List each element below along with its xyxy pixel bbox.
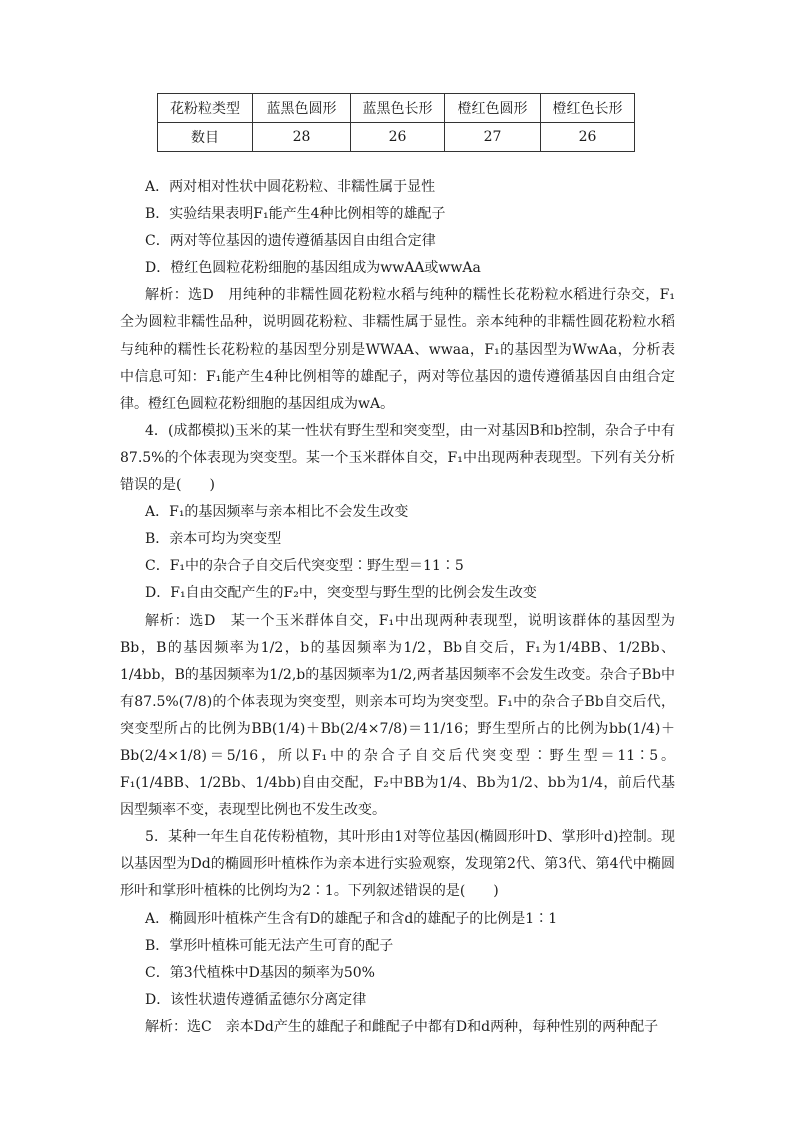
table-cell: 蓝黑色长形 (351, 94, 445, 123)
table-cell: 橙红色长形 (541, 94, 635, 123)
document-body (120, 174, 675, 1041)
table-cell: 26 (351, 123, 445, 152)
table-row (158, 123, 635, 152)
q4-stem: 4．(成都模拟)玉米的某一性状有野生型和突变型，由一对基因B和b控制，杂合子中有87.5%的个体表现为突变型。某一个玉米群体自交，F₁中出现两种表现型。下列有关分析错误的是( ) (120, 422, 675, 494)
q3-option-d: D．橙红色圆粒花粉细胞的基因组成为wwAA或wwAa (145, 260, 481, 277)
q4-option-c: C．F₁中的杂合子自交后代突变型∶野生型＝11∶5 (145, 558, 464, 575)
q3-option-c: C．两对等位基因的遗传遵循基因自由组合定律 (145, 233, 436, 250)
table-cell: 28 (253, 123, 351, 152)
q5-analysis: 解析：选C 亲本Dd产生的雄配子和雌配子中都有D和d两种，每种性别的两种配子 (145, 1018, 659, 1035)
q3-analysis: 解析：选D 用纯种的非糯性圆花粉粒水稻与纯种的糯性长花粉粒水稻进行杂交，F₁全为圆粒非糯性品种，说明圆花粉粒、非糯性属于显性。亲本纯种的非糯性圆花粉粒水稻与纯种的糯性长花粉粒的基因型分别是WWAA、wwaa，F₁的基因型为WwAa，分析表中信息可知：F₁能产生4种比例相等的雄配子，两对等位基因的遗传遵循基因自由组合定律。橙红色圆粒花粉细胞的基因组成为wA。 (120, 287, 675, 412)
table-cell: 花粉粒类型 (158, 94, 253, 123)
q5-option-b: B．掌形叶植株可能无法产生可育的配子 (145, 937, 394, 954)
table-cell: 27 (445, 123, 541, 152)
q4-analysis: 解析：选D 某一个玉米群体自交，F₁中出现两种表现型，说明该群体的基因型为Bb，B的基因频率为1/2，b的基因频率为1/2，Bb自交后，F₁为1/4BB、1/2Bb、1/4bb，B的基因频率为1/2,b的基因频率为1/2,两者基因频率不会发生改变。杂合子Bb中有87.5%(7/8)的个体表现为突变型，则亲本可均为突变型。F₁中的杂合子Bb自交后代，突变型所占的比例为BB(1/4)＋Bb(2/4×7/8)＝11/16；野生型所占的比例为bb(1/4)＋Bb(2/4×1/8)＝5/16，所以F₁中的杂合子自交后代突变型∶野生型＝11∶5。F₁(1/4BB、1/2Bb、1/4bb)自由交配，F₂中BB为1/4、Bb为1/2、bb为1/4，前后代基因型频率不变，表现型比例也不发生改变。 (120, 612, 675, 819)
q4-option-a: A．F₁的基因频率与亲本相比不会发生改变 (145, 504, 409, 521)
q3-option-a: A．两对相对性状中圆花粉粒、非糯性属于显性 (145, 179, 436, 195)
q5-stem: 5．某种一年生自花传粉植物，其叶形由1对等位基因(椭圆形叶D、掌形叶d)控制。现以基因型为Dd的椭圆形叶植株作为亲本进行实验观察，发现第2代、第3代、第4代中椭圆形叶和掌形叶植株的比例均为2∶1。下列叙述错误的是( ) (120, 829, 675, 900)
q5-option-d: D．该性状遗传遵循孟德尔分离定律 (145, 991, 367, 1008)
q5-option-c: C．第3代植株中D基因的频率为50% (145, 964, 375, 981)
table-cell: 26 (541, 123, 635, 152)
table-header-row (158, 94, 635, 123)
table-cell: 蓝黑色圆形 (253, 94, 351, 123)
table-cell: 橙红色圆形 (445, 94, 541, 123)
q3-option-b: B．实验结果表明F₁能产生4种比例相等的雄配子 (145, 206, 446, 223)
q5-option-a: A．椭圆形叶植株产生含有D的雄配子和含d的雄配子的比例是1∶1 (145, 910, 558, 927)
table-cell: 数目 (158, 123, 253, 152)
pollen-count-table (157, 93, 635, 152)
q4-option-b: B．亲本可均为突变型 (145, 531, 282, 548)
q4-option-d: D．F₁自由交配产生的F₂中，突变型与野生型的比例会发生改变 (145, 585, 537, 602)
